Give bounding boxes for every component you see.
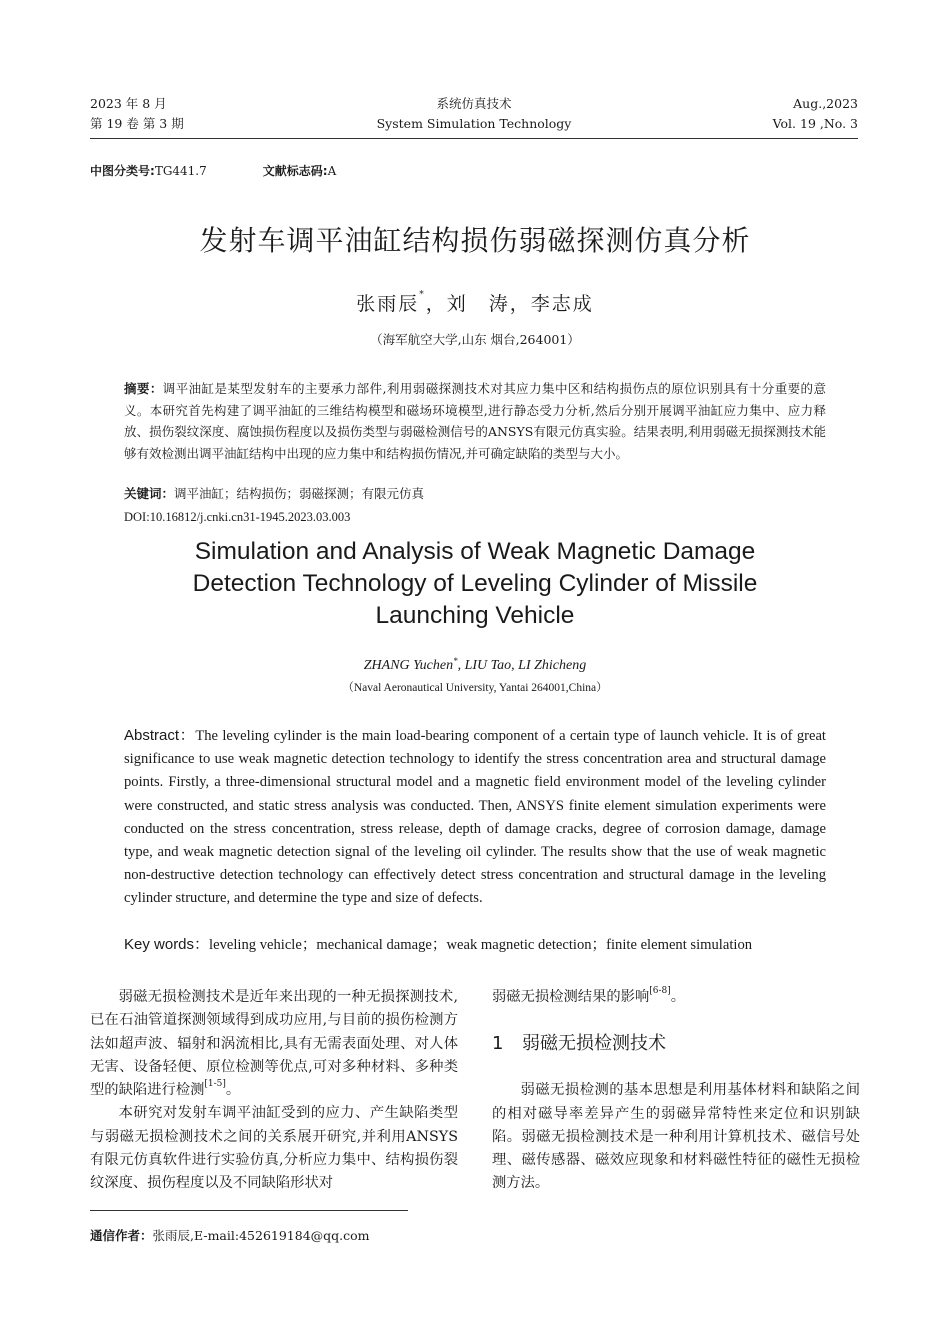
body-right-column: [492, 986, 860, 1196]
header-journal-en: System Simulation Technology: [376, 116, 572, 131]
classification-line: [90, 162, 336, 180]
citation-ref: [1-5]: [204, 1079, 226, 1090]
affiliation-cn: （海军航空大学,山东 烟台,264001）: [370, 332, 580, 347]
doc-code-label: 文献标志码:: [262, 164, 328, 178]
header-issue-en: Vol. 19 ,No. 3: [772, 116, 858, 131]
abstract-en: [124, 724, 826, 911]
citation-ref: [6-8]: [649, 986, 671, 996]
corresponding-mark-cn: *: [419, 290, 426, 300]
footnote-label: 通信作者：: [90, 1228, 153, 1243]
body-paragraph: 本研究对发射车调平油缸受到的应力、产生缺陷类型与弱磁无损检测技术之间的关系展开研究,并利用ANSYS有限元仿真软件进行实验仿真,分析应力集中、结构损伤裂纹深度、损伤程度以及不同缺陷形状对: [90, 1105, 458, 1192]
header-date-en: Aug.,2023: [793, 96, 858, 111]
header-center: [90, 94, 858, 134]
authors-cn-rest: ，刘 涛，李志成: [425, 293, 594, 315]
author-cn-1: 张雨辰: [356, 293, 420, 315]
footnote-text: 张雨辰,E-mail:452619184@qq.com: [152, 1228, 370, 1243]
abstract-cn: [124, 378, 826, 464]
keywords-cn: [124, 484, 826, 504]
authors-cn: [0, 290, 950, 318]
abstract-cn-text: 调平油缸是某型发射车的主要承力部件,利用弱磁探测技术对其应力集中区和结构损伤点的原位识别具有十分重要的意义。本研究首先构建了调平油缸的三维结构模型和磁场环境模型,进行静态受力分析,然后分别开展调平油缸应力集中、应力释放、损伤裂纹深度、腐蚀损伤程度以及损伤类型与弱磁检测信号的ANSYS有限元仿真实验。结果表明,利用弱磁无损探测技术能够有效检测出调平油缸结构中出现的应力集中和结构损伤情况,并可确定缺陷的类型与大小。: [124, 381, 826, 461]
abstract-en-text: The leveling cylinder is the main load-bearing component of a certain type of launch vehicle. It is of great significance to use weak magnetic detection technology to identify the stress concentration area and structural damage points. Firstly, a three-dimensional structural model and a magnetic field environment model of the leveling cylinder were constructed, and static stress analysis was conducted. Then, ANSYS finite element simulation experiments were conducted on the stress concentration, stress release, depth of damage cracks, degree of corrosion damage, damage type, and weak magnetic detection signal of the leveling oil cylinder. The results show that the use of weak magnetic non-destructive detection technology can effectively detect stress concentration and structural damage in the leveling cylinder structure, and determine the type and size of defects.: [124, 728, 826, 907]
authors-en: [0, 656, 950, 676]
keywords-en-text: leveling vehicle；mechanical damage；weak magnetic detection；finite element simulation: [209, 937, 753, 953]
section-heading: [492, 1031, 860, 1057]
body-paragraph: [492, 986, 860, 1009]
keywords-en: [124, 934, 826, 956]
abstract-en-label: Abstract：: [124, 727, 196, 744]
body-paragraph-end: 。: [670, 989, 686, 1005]
title-en-line-3: Launching Vehicle: [375, 602, 575, 629]
affiliation-en: （Naval Aeronautical University, Yantai 264001,China）: [342, 682, 608, 694]
abstract-cn-label: 摘要：: [124, 381, 163, 396]
corresponding-mark-en: *: [453, 656, 458, 666]
header-divider: [90, 138, 858, 139]
body-paragraph-text: 弱磁无损检测结果的影响: [492, 989, 650, 1005]
header-date-cn: 2023 年 8 月: [90, 96, 167, 111]
footnote-divider: [90, 1210, 408, 1211]
body-paragraph: 弱磁无损检测的基本思想是利用基体材料和缺陷之间的相对磁导率差异产生的弱磁异常特性来定位和识别缺陷。弱磁无损检测技术是一种利用计算机技术、磁信号处理、磁传感器、磁效应现象和材料磁性特征的磁性无损检测方法。: [492, 1082, 860, 1192]
body-paragraph-end: 。: [225, 1082, 241, 1099]
title-en-line-1: Simulation and Analysis of Weak Magnetic Damage: [194, 538, 756, 565]
keywords-cn-text: 调平油缸；结构损伤；弱磁探测；有限元仿真: [174, 486, 425, 501]
running-header: [90, 94, 858, 138]
doi: DOI:10.16812/j.cnki.cn31-1945.2023.03.003: [124, 510, 351, 524]
keywords-en-label: Key words：: [124, 936, 210, 953]
header-right: [773, 94, 858, 134]
section-number: 1: [492, 1033, 504, 1055]
doc-code-value: A: [327, 164, 337, 178]
authors-en-rest: , LIU Tao, LI Zhicheng: [457, 658, 587, 673]
section-title: 弱磁无损检测技术: [522, 1033, 666, 1055]
body-paragraph: [90, 986, 458, 1102]
header-journal-cn: 系统仿真技术: [436, 96, 512, 111]
clc-label: 中图分类号:: [90, 164, 155, 178]
title-en: [0, 536, 950, 632]
title-cn: 发射车调平油缸结构损伤弱磁探测仿真分析: [199, 224, 751, 257]
body-paragraph-text: 弱磁无损检测技术是近年来出现的一种无损探测技术,已在石油管道探测领域得到成功应用,与目前的损伤检测方法如超声波、辐射和涡流相比,具有无需表面处理、对人体无害、设备轻便、原位检测等优点,可对多种材料、多种类型的缺陷进行检测: [90, 989, 458, 1099]
author-en-1: ZHANG Yuchen: [363, 658, 454, 673]
keywords-cn-label: 关键词：: [124, 486, 175, 501]
clc-value: TG441.7: [154, 164, 207, 178]
header-issue-cn: 第 19 卷 第 3 期: [90, 116, 184, 131]
title-en-line-2: Detection Technology of Leveling Cylinder of Missile: [192, 570, 758, 597]
body-left-column: [90, 986, 458, 1196]
footnote: [90, 1226, 370, 1246]
